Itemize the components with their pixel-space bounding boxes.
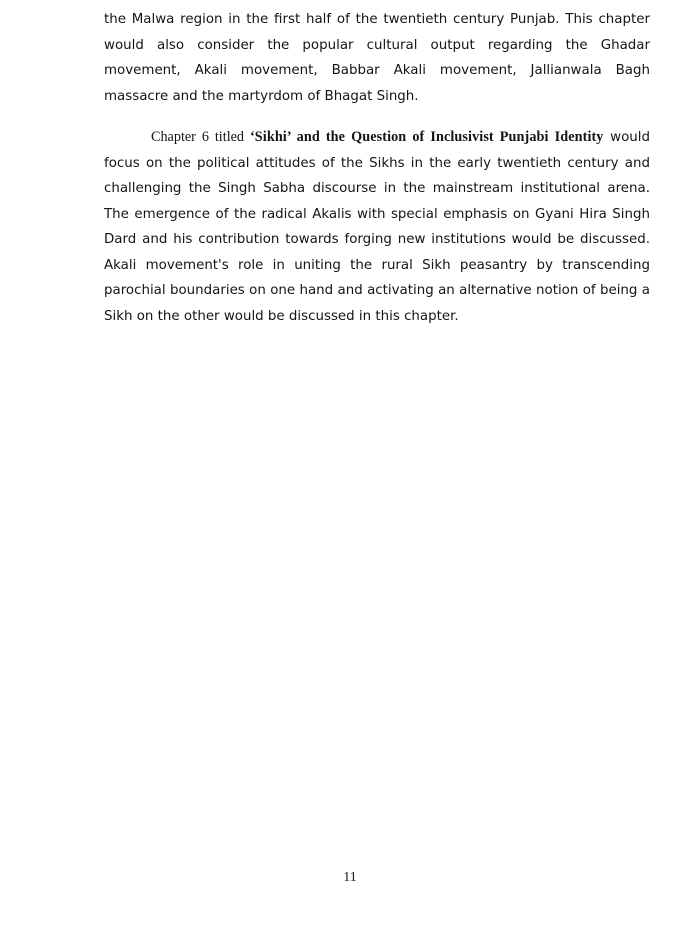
paragraph-malwa-region: the Malwa region in the first half of the twentieth century Punjab. This chapter would also consider the popular cultural output regarding the Ghadar movement, Akali movement, Babbar Akali movement, Jallianwala Bagh massacre and the martyrdom of Bhagat Singh. [104,12,650,104]
paragraph-chapter-6 [104,125,650,329]
chapter-6-prefix: Chapter 6 titled [151,129,250,145]
chapter-6-title-rest: and the Question of Inclusivist Punjabi Identity [290,129,604,145]
chapter-6-body: would focus on the political attitudes of the Sikhs in the early twentieth century and challenging the Singh Sabha discourse in the mainstream institutional arena. The emergence of the radical Akalis with special emphasis on Gyani Hira Singh Dard and his contribution towards forging new institutions would be discussed. Akali movement's role in uniting the rural Sikh peasantry by transcending parochial boundaries on one hand and activating an alternative notion of being a Sikh on the other would be discussed in this chapter. [104,130,651,324]
chapter-6-title-sikhi: ‘Sikhi’ [249,129,291,145]
page-number: 11 [343,870,357,885]
